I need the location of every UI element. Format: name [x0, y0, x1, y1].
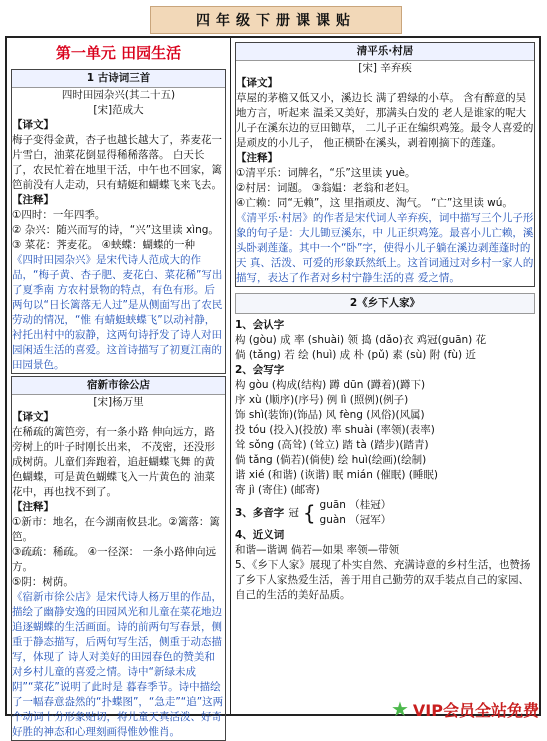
banner-title: 四年级下册课课贴 [196, 13, 356, 29]
note-line: ③疏疏：稀疏。 ④一径深： 一条小路伸向远方。 [12, 546, 217, 573]
analysis-text: 《四时田园杂兴》是宋代诗人范成大的作品，“梅子黄、杏子肥、麦花白、菜花稀”写出了夏季南 方农村景物的特点，有色有形。后两句以“日长篱落无人过”是从侧面写出了农民劳动的情况，“惟 有蜻蜓蛱蝶飞”以动衬静，衬托出村中的寂静，这两句诗抒发了诗人对田园闲适生活的喜爱。这首诗描写了初夏江南的田园景色。 [12, 254, 223, 371]
lesson1-title: 1 古诗词三首 [12, 70, 225, 88]
word-line: 寄 jì (寄住) (邮寄) [235, 484, 320, 496]
vip-text: VIP会员全站免费 [412, 700, 539, 720]
s3-label: 3、多音字 [235, 506, 285, 519]
yiwen-label: 【译文】 [12, 119, 54, 131]
poem-author: [宋]范成大 [93, 104, 144, 116]
word-line: 构 gòu (构成(结构) 蹲 dūn (蹲着)(蹲下) [235, 379, 426, 391]
yiwen-text: 梅子变得金黄，杏子也越长越大了，荞麦花一片雪白，油菜花倒显得稀稀落落。 白天长了，农民忙着在地里干活，中午也不回家，篱笆前没有人走动，只有蜻蜓和蝴蝶飞来飞去。 [12, 134, 222, 191]
note-line: ①四时：一年四季。 [12, 209, 106, 221]
note-line: ③ 菜花：荠麦花。 ④蛱蝶：蝴蝶的一种 [12, 239, 196, 251]
unit-title: 第一单元 田园生活 [55, 44, 182, 62]
s4-label: 4、近义词 [235, 529, 285, 541]
polyphone-block [235, 498, 535, 528]
ci-author: [宋] 辛弃疾 [358, 62, 412, 74]
lesson2-box [11, 376, 226, 741]
notes-label: 【注释】 [236, 152, 278, 164]
polyphone-char: 冠 [288, 506, 299, 519]
yiwen-text: 在稀疏的篱笆旁，有一条小路 伸向远方，路旁树上的叶子时刚长出来， 不茂密，还没形成树荫。儿童们奔跑着，追赶蝴蝶飞舞 的黄色蝴蝶，可是黄色蝴蝶飞入一片黄色的 油菜花中，再也找不到了。 [12, 426, 215, 498]
word-line: 序 xù (顺序)(序号) 例 lì (照例)(例子) [235, 394, 409, 406]
brace-icon: { [302, 501, 316, 525]
pinyin-line: 倘 (tǎng) 若 绘 (huì) 成 朴 (pǔ) 素 (sù) 附 (fù) 近 [235, 349, 476, 361]
worksheet [5, 36, 541, 738]
note-line: ①清平乐：词牌名，“乐”这里读 yuè。 [236, 167, 416, 179]
word-line: 耸 sǒng (高耸) (耸立) 踏 tà (踏步)(踏青) [235, 439, 429, 451]
yiwen-label: 【译文】 [236, 77, 278, 89]
word-line: 谐 xié (和谐) (诙谐) 眠 mián (催眠) (睡眠) [235, 469, 438, 481]
lesson2-author: [宋]杨万里 [93, 396, 144, 408]
polyphone-item: guàn （冠军） [319, 514, 392, 526]
note-line: ⑤阴：树荫。 [12, 576, 74, 588]
yiwen-text: 草屋的茅檐又低又小，溪边长 满了碧绿的小草。 含有醉意的吴地方言，听起来 温柔又美好，那满头白发的 老人是谁家的呢大儿子在溪东边的豆田锄草， 二儿子正在编织鸡笼。最令人喜爱的是顽皮的小儿子， 他正横卧在溪头，剥着刚摘下的莲蓬。 [236, 92, 534, 149]
analysis-text: 《宿新市徐公店》是宋代诗人杨万里的作品，描绘了幽静安逸的田园风光和儿童在菜花地边追逐蝴蝶的生活画面。诗的前两句写春景，侧重于静态描写，后两句写生活，侧重于动态描写，体现了 诗人对美好的田园春色的赞美和对乡村儿童的喜爱之情。诗中“新绿未成阴”“菜花”说明了此时是 暮春季节。诗中描绘了一幅春意盎然的“扑蝶图”，“急走”“追”这两个动词十分形象贴切，将儿童天真活泼、好奇好胜的神态和心理刻画得惟妙惟肖。 [12, 591, 224, 738]
pinyin-line: 构 (gòu) 成 率 (shuài) 领 捣 (dǎo)衣 鸡冠(guān) 花 [235, 334, 487, 346]
right-column [231, 38, 539, 714]
poem-title: 四时田园杂兴(其二十五) [61, 89, 176, 101]
note-line: ② 杂兴：随兴而写的诗，“兴”这里读 xìng。 [12, 224, 219, 236]
note-line: ②村居：词题。 ③翁媪：老翁和老妇。 [236, 182, 416, 194]
notes-label: 【注释】 [12, 501, 54, 513]
lesson-xiaxia-title: 2《乡下人家》 [235, 293, 535, 314]
word-line: 倘 tǎng (倘若)(倘使) 绘 huì(绘画)(绘制) [235, 454, 427, 466]
word-line: 饰 shì(装饰)(饰品) 风 fèng (风俗)(风属) [235, 409, 425, 421]
s2-label: 2、会写字 [235, 364, 285, 376]
page-banner [150, 6, 402, 34]
s1-label: 1、会认字 [235, 319, 285, 331]
ci-box [235, 42, 535, 287]
note-line: ④亡赖：同“无赖”，这 里指顽皮、淘气。 “亡”这里读 wú。 [236, 197, 513, 209]
analysis-text: 《清平乐·村居》的作者是宋代词人辛弃疾，词中描写三个儿子形象的句子是：大儿锄豆溪东，中 儿正织鸡笼。最喜小儿亡赖，溪头卧剥莲蓬。其中一个“卧”字，使得小儿子躺在溪边剥莲蓬时的天 真、活泼、可爱的形象跃然纸上。这首词通过对乡村一家人的描写，表达了作者对乡村宁静生活的喜 爱之情。 [236, 212, 534, 284]
star-icon: ★ [390, 697, 409, 721]
left-column [7, 38, 231, 738]
yiwen-label: 【译文】 [12, 411, 54, 423]
notes-label: 【注释】 [12, 194, 54, 206]
note-line: ①新市：地名，在今湖南攸县北。②篱落：篱笆。 [12, 516, 220, 543]
lesson1-box [11, 69, 226, 374]
summary-text: 5、《乡下人家》展现了朴实自然、充满诗意的乡村生活，也赞扬了乡下人家热爱生活，善于用自己勤劳的双手装点自己的家园、自己的生活的美好品质。 [235, 559, 531, 601]
synonym-line: 和谐—谐调 倘若—如果 率领—带领 [235, 544, 400, 556]
polyphone-item: guān （桂冠） [319, 499, 392, 511]
word-line: 投 tóu (投入)(投放) 率 shuài (率领)(表率) [235, 424, 435, 436]
vip-watermark [391, 697, 539, 721]
lesson2-title: 宿新市徐公店 [12, 377, 225, 395]
ci-title: 清平乐·村居 [236, 43, 534, 61]
